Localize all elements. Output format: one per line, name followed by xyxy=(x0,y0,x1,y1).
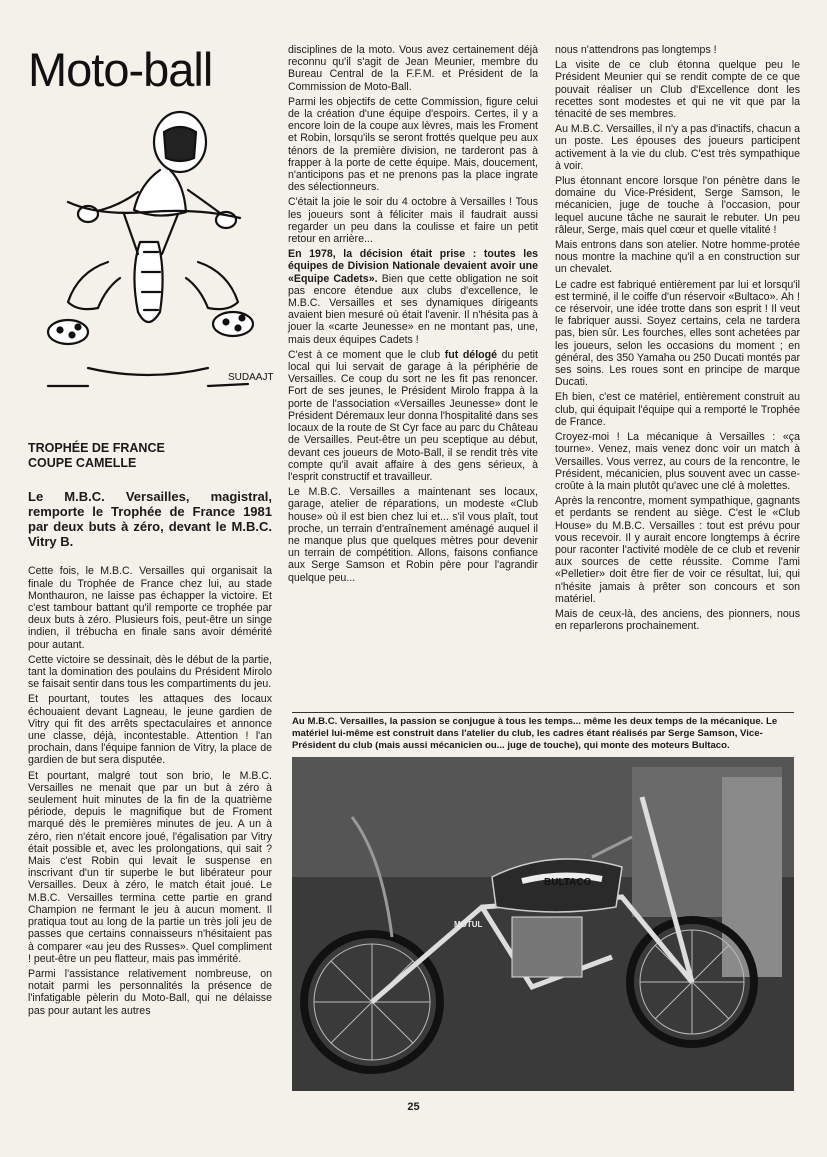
body-paragraph: Le cadre est fabriqué entièrement par lui et lorsqu'il est terminé, il le coiffe d'un réservoir «Bultaco». Ah ! ce réservoir, une idée trotte dans son esprit ! Il veut le fabriquer aussi. Soyez certains, cela ne tardera pas, bien sûr. Les fourches, elles sont achetées par les joueurs, selon les occasions du moment ; en général, des 350 Yamaha ou 250 Ducati montés par ses soins. Les roues sont en principe de marque Ducati. xyxy=(555,278,800,389)
body-paragraph: Parmi l'assistance relativement nombreuse, on notait parmi les personnalités la présence de l'infatigable pèlerin du Moto-Ball, qui ne délaisse pas pour autant les autres xyxy=(28,967,272,1017)
body-paragraph xyxy=(288,248,538,346)
body-paragraph: Croyez-moi ! La mécanique à Versailles : «ça tourne». Venez, mais venez donc voir un match à Versailles. Vous verrez, au cours de la rencontre, le Président, mécanicien, plus souvent avec un casse-croûte à la main plutôt qu'avec une clé à molettes. xyxy=(555,431,800,492)
body-paragraph: La visite de ce club étonna quelque peu le Président Meunier qui se rendit compte de ce que pouvait réaliser un Club d'Excellence dont les recettes sont modestes et qui ne vit que par la ténacité de ses membres. xyxy=(555,59,800,121)
body-paragraph xyxy=(288,349,538,483)
motorcycle-workshop-photo xyxy=(292,757,794,1091)
tank-brand-label: BULTACO xyxy=(544,877,592,888)
body-paragraph: Mais entrons dans son atelier. Notre homme-protée nous montre la machine qu'il a en construction sur un chevalet. xyxy=(555,239,800,276)
body-paragraph: Au M.B.C. Versailles, il n'y a pas d'inactifs, chacun a un poste. Les épouses des joueurs participent activement à la vie du club. C'est très sympathique à voir. xyxy=(555,123,800,172)
body-paragraph: Après la rencontre, moment sympathique, gagnants et perdants se rendent au siège. C'est le «Club House» du M.B.C. Versailles : tout est prévu pour vous recevoir. Il y aurait encore longtemps à écrire pour raconter l'activité modèle de ce club et revenir aux sources de cette réussite. Comme l'ami «Pelletier» doit être fier de voir ce résultat, lui, qui n'hésite jamais à prêter son concours et son matériel. xyxy=(555,495,800,605)
body-paragraph: Et pourtant, malgré tout son brio, le M.B.C. Versailles ne menait que par un but à zéro à seulement huit minutes de la fin de la quatrième période, depuis le magnifique but de Froment marqué dès le premières minutes de jeu. A un à zéro, rien n'était encore joué, l'égalisation par Vitry était possible et, avec les prolongations, qui sait ? Mais c'est Robin qui levait le suspense en inscrivant d'un tir superbe le but libérateur pour Versailles. Deux à zéro, le match était joué. Le M.B.C. Versailles termina cette partie en grand Champion ne fermant le jeu à aucun moment. Il pratiqua tout au long de la partie un très joli jeu de passes que certains connaisseurs n'hésitaient pas à comparer «au jeu des Russes». Quel compliment ! peut-être un peu flatteur, mais pas immérité. xyxy=(28,769,272,965)
body-text: C'est à ce moment que le club xyxy=(288,348,445,361)
article-title: Moto-ball xyxy=(28,43,213,96)
body-paragraph: Cette victoire se dessinait, dès le début de la partie, tant la domination des poulains du Président Mirolo se faisait sentir dans tous les compartiments du jeu. xyxy=(28,653,272,691)
body-text: du petit local qui lui servait de garage à la périphérie de Versailles. Ce coup du sort ne les fit pas renoncer. Fort de ses jeunes, le Président Mirolo frappa à la porte de l'association «Versailles Jeunesse» dont le Président Déremaux leur donna l'hospitalité dans ses locaux de la route de St Cyr face au parc du Château de Versailles. Peut-être un peu sceptique au début, devant ces joueurs de Moto-Ball, il se rendit très vite compte qu'il avait affaire à des gens sérieux, à l'esprit constructif et travailleur. xyxy=(288,348,538,483)
body-paragraph: Et pourtant, toutes les attaques des locaux échouaient devant Lagneau, le jeune gardien de Vitry qui fit des arrêts spectaculaires et annonce une classe, déjà, incontestable. Attention ! l'an prochain, dans l'équipe fannion de Vitry, la place de gardien de but sera disputée. xyxy=(28,693,272,767)
column-1 xyxy=(28,44,272,1020)
body-paragraph: Parmi les objectifs de cette Commission, figure celui de la création d'une équipe d'espoirs. Certes, il y a encore loin de la coupe aux lèvres, mais les Froment et Robin, lorsqu'ils se seront frottés quelque peu aux ténors de la première division, ne tarderont pas à frapper à la porte de cette équipe. Mais, doucement, n'anticipons pas et ne prenons pas la place ingrate des sélectionneurs. xyxy=(288,95,538,194)
cartoon-signature: SUDAAJT xyxy=(228,372,274,383)
body-paragraph: Cette fois, le M.B.C. Versailles qui organisait la finale du Trophée de France chez lui, au stade Monthauron, ne laisse pas échapper la victoire. Et c'est tambour battant qu'il remporte ce trophée par deux buts à zéro. Plusieurs fois, peut-être un singe indien, il trébucha en finale sans avoir démérité pour autant. xyxy=(28,565,272,651)
photo-caption: Au M.B.C. Versailles, la passion se conjugue à tous les temps... même les deux temps de la mécanique. Le matériel lui-même est construit dans l'atelier du club, les cadres étant réalisés par Serge Samson, Vice-Président du club (mais aussi mécanicien ou... juge de touche), qui monte des moteurs Bultaco. xyxy=(292,712,794,752)
photo-block xyxy=(292,712,794,1091)
bold-phrase: fut délogé xyxy=(444,348,497,361)
column-3 xyxy=(555,44,800,635)
body-text: Bien que cette obligation ne soit pas encore étendue aux clubs d'excellence, le M.B.C. Versailles et ses dynamiques dirigeants avaient bien mesuré où était l'avenir. Il n'hésita pas à jouer la «carte Jeunesse» en ne montant pas, une, mais deux équipes Cadets ! xyxy=(288,272,538,346)
body-paragraph: Mais de ceux-là, des anciens, des pionners, nous en reparlerons prochainement. xyxy=(555,607,800,633)
body-paragraph: nous n'attendrons pas longtemps ! xyxy=(555,44,717,56)
bold-phrase: En 1978, la décision était prise : toutes les équipes de Division Nationale devaient avoir une «Equipe Cadets». xyxy=(288,248,538,285)
page-number: 25 xyxy=(407,1101,420,1113)
moto-ball-cartoon-illustration xyxy=(28,102,274,402)
body-paragraph: Eh bien, c'est ce matériel, entièrement construit au club, qui équipait l'équipe qui a remporté le Trophée de France. xyxy=(555,391,800,428)
lead-paragraph: Le M.B.C. Versailles, magistral, remporte le Trophée de France 1981 par deux buts à zéro, devant le M.B.C. Vitry B. xyxy=(28,489,272,550)
kicker-trophee: TROPHÉE DE FRANCE xyxy=(28,441,165,455)
body-paragraph: disciplines de la moto. Vous avez certainement déjà reconnu qu'il s'agit de Jean Meunier, membre du Bureau Central de la F.F.M. et Président de la Commission de Moto-Ball. xyxy=(288,44,538,93)
body-paragraph: Le M.B.C. Versailles a maintenant ses locaux, garage, atelier de réparations, un modeste «Club house» où il est bien chez lui et... s'il vous plaît, tout proche, un terrain d'entraînement aménagé auquel il ne manque plus que quelques mètres pour devenir un terrain de compétition. Allons, faisons confiance aux Serge Samson et Robin père pour l'agrandir quelque peu... xyxy=(288,486,538,584)
body-paragraph: C'était la joie le soir du 4 octobre à Versailles ! Tous les joueurs sont à féliciter mais il faudrait aussi regarder un peu dans la coulisse et faire un petit retour en arrière... xyxy=(288,196,538,246)
body-paragraph: Plus étonnant encore lorsque l'on pénètre dans le domaine du Vice-Président, Serge Samson, le mécanicien, juge de touche à l'occasion, pour lequel aucune tâche ne saurait le rebuter. Un peu râleur, Serge, mais quel cœur et quelle vitalité ! xyxy=(555,175,800,236)
column-2 xyxy=(288,44,538,587)
motul-label: MOTUL xyxy=(454,920,483,929)
kicker-coupe: COUPE CAMELLE xyxy=(28,456,137,471)
